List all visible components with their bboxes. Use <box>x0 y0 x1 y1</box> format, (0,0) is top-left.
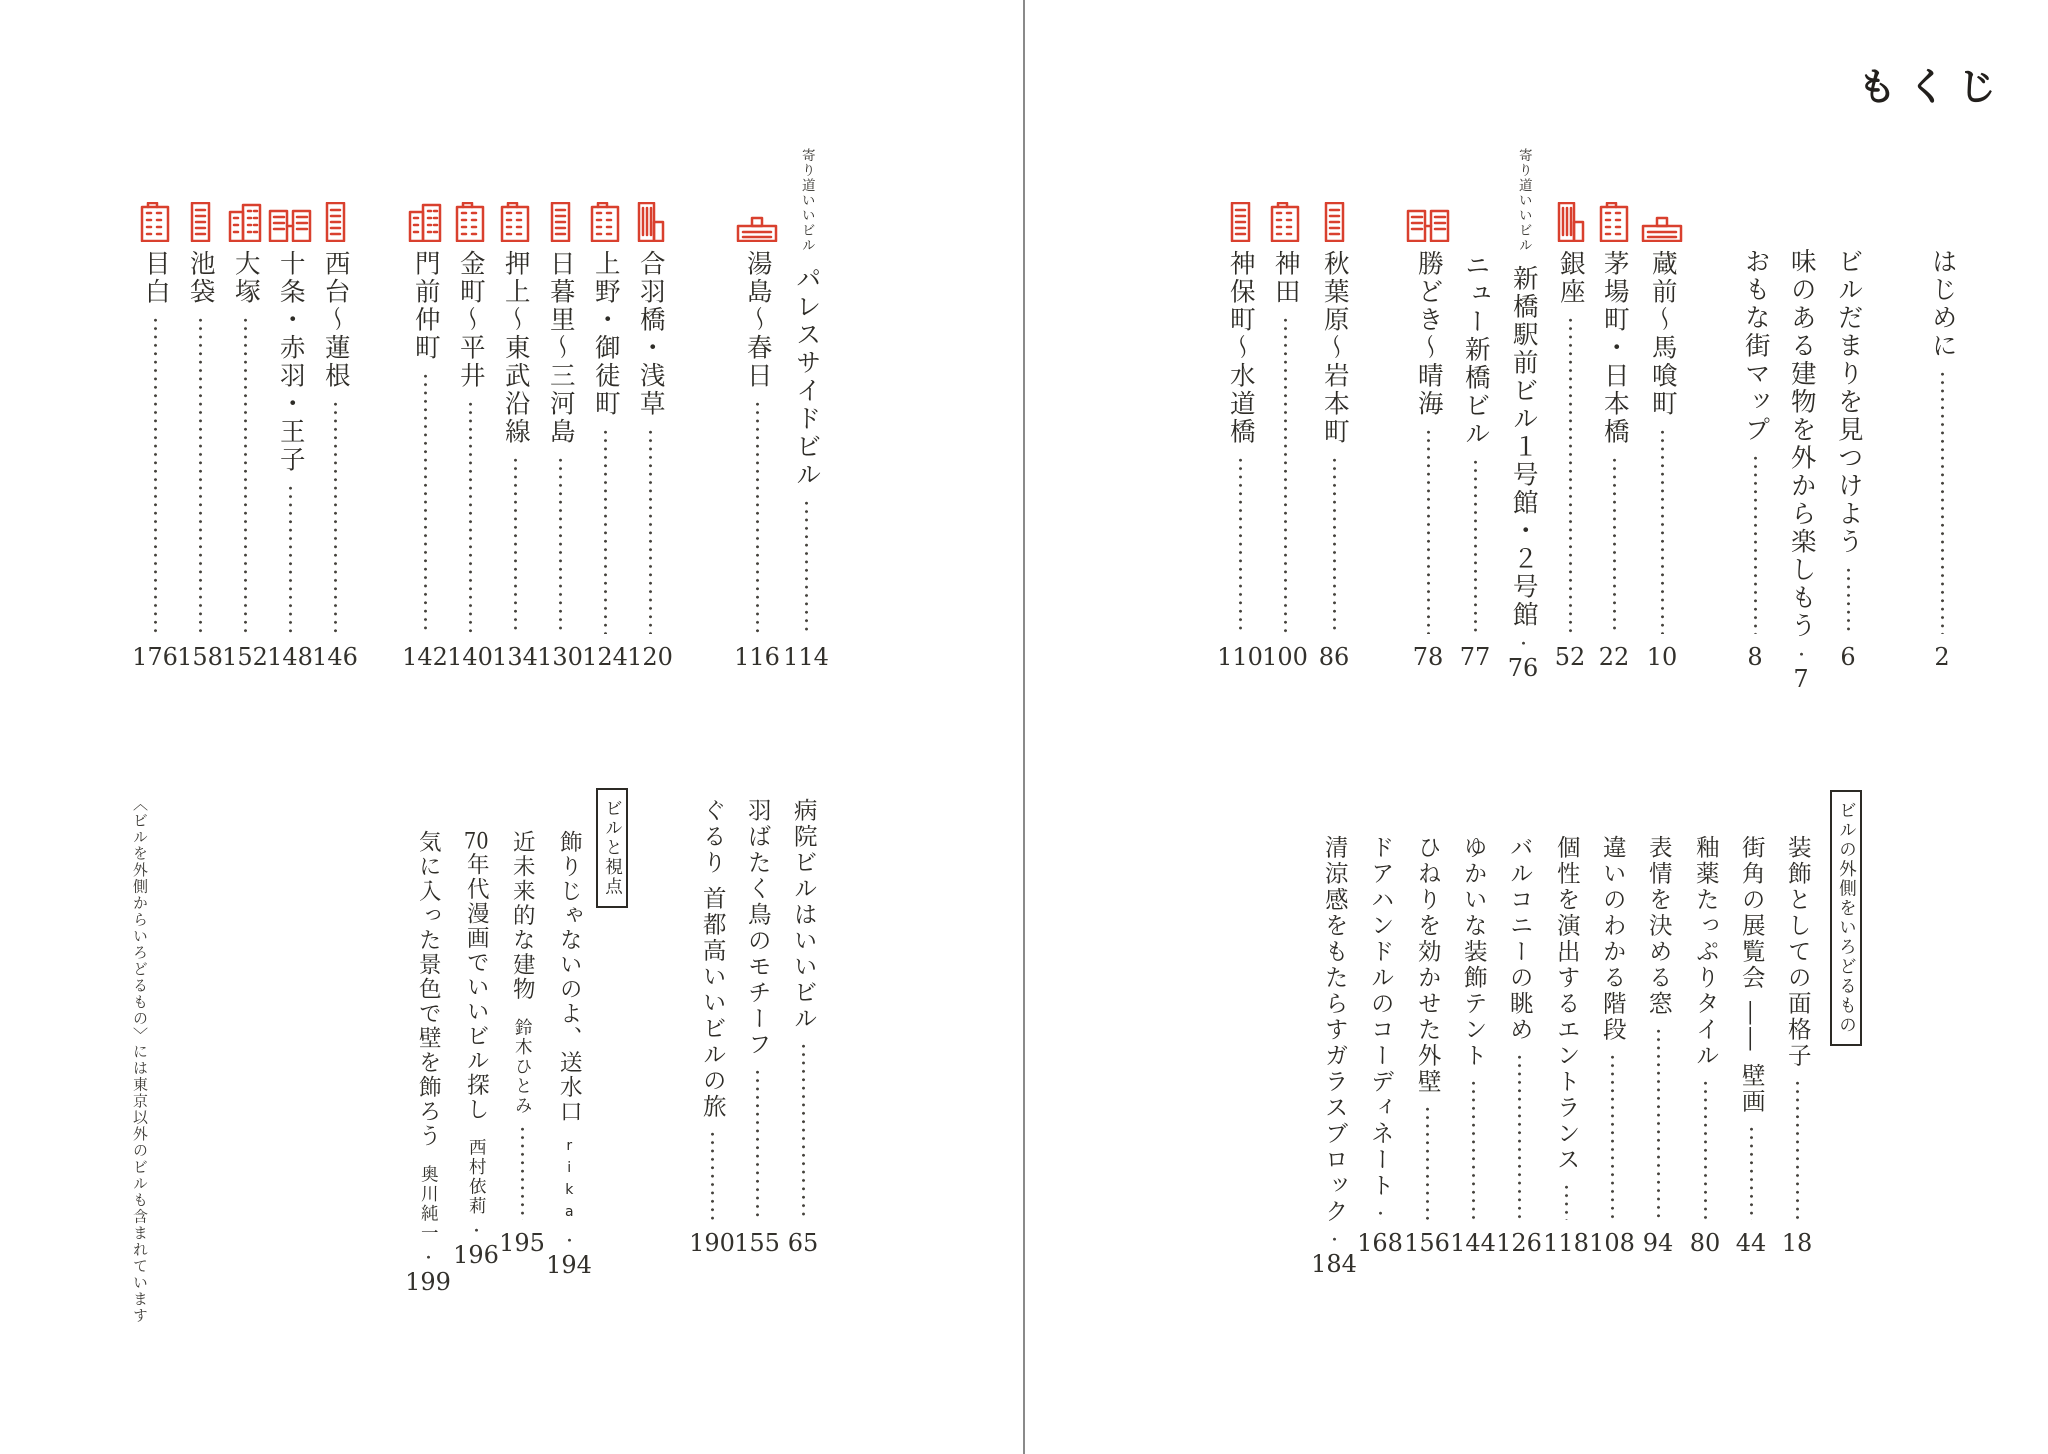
toc-entry <box>1357 788 1403 1258</box>
toc-entry <box>734 788 780 1258</box>
building-icon <box>1547 202 1593 242</box>
page-number: 146 <box>312 643 358 671</box>
dotted-leader <box>1754 454 1757 634</box>
building-icon <box>1262 202 1308 242</box>
entry-title: 西台〜蓮根 <box>320 250 351 390</box>
entry-title: 押上〜東武沿線 <box>500 250 531 446</box>
page-number: 148 <box>267 643 313 671</box>
page-number: 134 <box>492 643 538 671</box>
dotted-leader <box>289 484 292 634</box>
dotted-leader <box>756 1068 759 1220</box>
dotted-leader <box>805 499 808 634</box>
page-number: 108 <box>1589 1229 1635 1257</box>
toc-entry <box>402 148 448 672</box>
page-number: 126 <box>1496 1229 1542 1257</box>
page-number: 110 <box>1217 643 1263 671</box>
page-number: 116 <box>734 643 780 671</box>
toc-entry <box>447 148 493 672</box>
building-icon <box>1405 202 1451 242</box>
page-number: 155 <box>734 1229 780 1257</box>
footnote: 〈ビルを外側からいろどるもの〉には東京以外のビルも含まれています <box>131 796 149 1324</box>
page-number: 144 <box>1450 1229 1496 1257</box>
toc-entry <box>1635 788 1681 1258</box>
building-icon <box>1217 202 1263 242</box>
toc-entry <box>780 788 826 1258</box>
page-number: 190 <box>689 1229 735 1257</box>
toc-entry <box>689 788 735 1258</box>
dotted-leader <box>1704 1079 1707 1220</box>
dotted-leader <box>1472 1079 1475 1220</box>
dotted-leader <box>1611 1053 1614 1220</box>
page-number: 100 <box>1262 643 1308 671</box>
toc-entry <box>1450 788 1496 1258</box>
page-number: 6 <box>1840 643 1856 671</box>
toc-entry <box>627 148 673 672</box>
entry-title: 湯島〜春日 <box>742 250 773 390</box>
entry-title: 70年代漫画でいいビル探し西村依莉 <box>463 830 490 1216</box>
page-title: もくじ <box>1858 65 2009 109</box>
toc-entry <box>1543 788 1589 1258</box>
toc-entry <box>1500 148 1546 682</box>
dotted-leader <box>1284 316 1287 634</box>
entry-title: 病院ビルはいいビル <box>789 798 818 1032</box>
entry-title: 表情を決める窓 <box>1644 835 1673 1017</box>
dotted-leader <box>427 1253 430 1259</box>
page-number: 80 <box>1689 1229 1721 1257</box>
entry-title: 蔵前〜馬喰町 <box>1647 250 1678 418</box>
page-number: 44 <box>1735 1229 1767 1257</box>
entry-title: ビルだまりを見つけよう <box>1833 248 1864 556</box>
page-number: 176 <box>132 643 178 671</box>
page-number: 8 <box>1747 643 1763 671</box>
entry-title: 合羽橋・浅草 <box>635 250 666 418</box>
entry-title: ぐるり 首都高いいビルの旅 <box>698 798 727 1120</box>
dotted-leader <box>1379 1209 1382 1220</box>
entry-title: 日暮里〜三河島 <box>545 250 576 446</box>
dotted-leader <box>1333 456 1336 634</box>
entry-title: 釉薬たっぷりタイル <box>1691 835 1720 1069</box>
page-number: 158 <box>177 643 223 671</box>
toc-entry <box>453 788 499 1269</box>
toc-entry <box>1591 148 1637 672</box>
toc-entry <box>1728 788 1774 1258</box>
dotted-leader <box>469 400 472 634</box>
entry-title: 十条・赤羽・王子 <box>275 250 306 474</box>
toc-entry <box>537 148 583 672</box>
entry-title: 目白 <box>140 250 171 306</box>
toc-entry <box>1496 788 1542 1258</box>
entry-title: 門前仲町 <box>410 250 441 362</box>
entry-title: 近未来的な建物鈴木ひとみ <box>509 830 536 1115</box>
page-number: 140 <box>447 643 493 671</box>
entry-title: ひねりを効かせた外壁 <box>1413 835 1442 1095</box>
dotted-leader <box>568 1236 571 1242</box>
page-number: 184 <box>1311 1250 1357 1278</box>
page-number: 22 <box>1598 643 1630 671</box>
toc-entry <box>177 148 223 672</box>
dotted-leader <box>1333 1235 1336 1241</box>
dotted-leader <box>1522 639 1525 645</box>
entry-title: 清涼感をもたらすガラスブロック <box>1320 835 1349 1225</box>
toc-entry <box>1774 788 1820 1258</box>
entry-title: 銀座 <box>1555 250 1586 306</box>
page-number: 152 <box>222 643 268 671</box>
toc-entry <box>405 788 451 1296</box>
toc-entry <box>1452 148 1498 672</box>
toc-entry <box>492 148 538 672</box>
page-number: 120 <box>627 643 673 671</box>
entry-title: 飾りじゃないのよ、送水口rika <box>556 830 583 1226</box>
page-number: 94 <box>1642 1229 1674 1257</box>
dotted-leader <box>475 1226 478 1232</box>
entry-title: ドアハンドルのコーディネート <box>1366 835 1395 1199</box>
dotted-leader <box>1657 1027 1660 1220</box>
page-number: 130 <box>537 643 583 671</box>
toc-entry <box>1919 148 1965 672</box>
entry-title: 茅場町・日本橋 <box>1599 250 1630 446</box>
entry-title: おもな街マップ <box>1740 248 1771 444</box>
section-header-building-and-viewpoint: ビルと視点 <box>596 788 628 908</box>
dotted-leader <box>604 428 607 634</box>
toc-entry <box>546 788 592 1279</box>
toc-entry <box>1732 148 1778 672</box>
building-icon <box>1311 202 1357 242</box>
dotted-leader <box>649 428 652 634</box>
dotted-leader <box>1427 428 1430 634</box>
building-icon <box>177 202 223 242</box>
dotted-leader <box>559 456 562 634</box>
building-icon <box>402 202 448 242</box>
page-number: 10 <box>1646 643 1678 671</box>
category-label: 寄り道いいビル <box>798 148 815 253</box>
entry-title: 羽ばたく鳥のモチーフ <box>743 798 772 1058</box>
page-number: 7 <box>1793 665 1809 693</box>
building-icon <box>132 202 178 242</box>
page-number: 78 <box>1412 643 1444 671</box>
page-number: 118 <box>1543 1229 1589 1257</box>
dotted-leader <box>1613 456 1616 634</box>
page-number: 124 <box>582 643 628 671</box>
toc-entry <box>312 148 358 672</box>
page-number: 194 <box>546 1251 592 1279</box>
building-icon <box>492 202 538 242</box>
entry-title: はじめに <box>1927 248 1958 360</box>
toc-entry <box>734 148 780 672</box>
dotted-leader <box>514 456 517 634</box>
building-icon <box>267 202 313 242</box>
entry-title: 神田 <box>1270 250 1301 306</box>
entry-title: 装飾としての面格子 <box>1783 835 1812 1069</box>
page-number: 2 <box>1934 643 1950 671</box>
author-name: 奥川純一 <box>418 1164 439 1243</box>
page-number: 199 <box>405 1267 451 1296</box>
building-icon <box>1639 202 1685 242</box>
entry-title: 池袋 <box>185 250 216 306</box>
author-name: rika <box>561 1138 578 1226</box>
dotted-leader <box>1474 458 1477 634</box>
section-header-building-exterior: ビルの外側をいろどるもの <box>1830 790 1862 1046</box>
toc-entry <box>1217 148 1263 672</box>
entry-title: 個性を演出するエントランス <box>1552 835 1581 1173</box>
building-icon <box>627 202 673 242</box>
page-number: 196 <box>453 1241 499 1269</box>
toc-entry <box>1311 148 1357 672</box>
toc-entry <box>1547 148 1593 672</box>
page-number: 77 <box>1459 643 1491 671</box>
page-number: 18 <box>1781 1229 1813 1257</box>
toc-entry <box>582 148 628 672</box>
entry-title: 気に入った景色で壁を飾ろう奥川純一 <box>415 830 442 1243</box>
building-icon <box>1591 202 1637 242</box>
toc-entry <box>1405 148 1451 672</box>
page-number: 168 <box>1357 1229 1403 1257</box>
dotted-leader <box>154 316 157 634</box>
page-number: 156 <box>1404 1229 1450 1257</box>
toc-entry <box>1778 148 1824 693</box>
dotted-leader <box>1796 1079 1799 1220</box>
toc-entry <box>132 148 178 672</box>
toc-entry <box>1825 148 1871 672</box>
toc-entry <box>499 788 545 1258</box>
building-icon <box>582 202 628 242</box>
dotted-leader <box>1239 456 1242 634</box>
toc-entry <box>1262 148 1308 672</box>
entry-title: 味のある建物を外から楽しもう <box>1786 248 1817 640</box>
page-number: 142 <box>402 643 448 671</box>
dotted-leader <box>334 400 337 634</box>
building-icon <box>312 202 358 242</box>
entry-title: 秋葉原〜岩本町 <box>1319 250 1350 446</box>
toc-entry <box>267 148 313 672</box>
page-number: 65 <box>787 1229 819 1257</box>
dotted-leader <box>756 400 759 634</box>
dotted-leader <box>1565 1183 1568 1220</box>
dotted-leader <box>199 316 202 634</box>
toc-entry <box>783 148 829 672</box>
toc-entry <box>1682 788 1728 1258</box>
category-label: 寄り道いいビル <box>1515 148 1532 253</box>
page-number: 76 <box>1507 654 1539 682</box>
dotted-leader <box>1750 1125 1753 1220</box>
entry-title: 街角の展覧会 ―― 壁画 <box>1737 835 1766 1115</box>
page-number: 86 <box>1318 643 1350 671</box>
dotted-leader <box>1847 566 1850 634</box>
entry-title: 金町〜平井 <box>455 250 486 390</box>
dotted-leader <box>244 316 247 634</box>
entry-title: 上野・御徒町 <box>590 250 621 418</box>
entry-title: 新橋駅前ビル１号館・２号館 <box>1508 265 1539 629</box>
building-icon <box>734 202 780 242</box>
entry-title: 神保町〜水道橋 <box>1225 250 1256 446</box>
entry-title: パレスサイドビル <box>791 265 822 489</box>
dotted-leader <box>802 1042 805 1220</box>
building-icon <box>222 202 268 242</box>
toc-entry <box>1589 788 1635 1258</box>
toc-entry <box>1311 788 1357 1278</box>
author-name: 鈴木ひとみ <box>512 1017 533 1115</box>
dotted-leader <box>1426 1105 1429 1220</box>
toc-entry <box>1639 148 1685 672</box>
dotted-leader <box>1941 370 1944 634</box>
page-number: 114 <box>783 643 829 671</box>
page-number: 52 <box>1554 643 1586 671</box>
dotted-leader <box>1661 428 1664 634</box>
page-divider-line <box>1023 0 1025 1454</box>
entry-title: バルコニーの眺め <box>1505 835 1534 1043</box>
building-icon <box>447 202 493 242</box>
entry-title: 勝どき〜晴海 <box>1413 250 1444 418</box>
page-number: 195 <box>499 1229 545 1257</box>
dotted-leader <box>711 1130 714 1220</box>
dotted-leader <box>521 1125 524 1220</box>
dotted-leader <box>424 372 427 634</box>
toc-entry <box>222 148 268 672</box>
entry-title: 大塚 <box>230 250 261 306</box>
entry-title: ニュー新橋ビル <box>1460 252 1491 448</box>
dotted-leader <box>1518 1053 1521 1220</box>
toc-entry <box>1404 788 1450 1258</box>
building-icon <box>537 202 583 242</box>
dotted-leader <box>1569 316 1572 634</box>
author-name: 西村依莉 <box>466 1138 487 1216</box>
dotted-leader <box>1800 650 1803 656</box>
entry-title: ゆかいな装飾テント <box>1459 835 1488 1069</box>
entry-title: 違いのわかる階段 <box>1598 835 1627 1043</box>
